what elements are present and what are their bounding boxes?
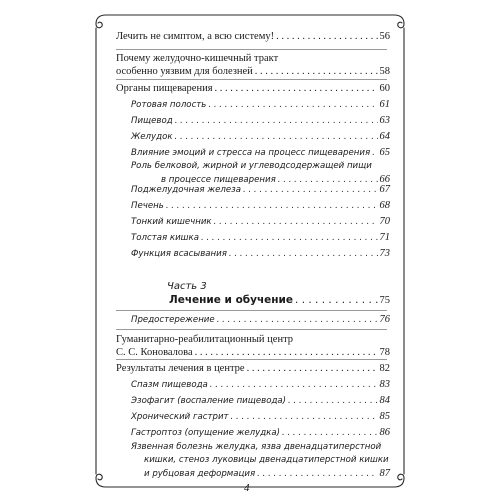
leader-dots bbox=[217, 314, 378, 327]
toc-subentry bbox=[131, 426, 390, 440]
toc-subentry bbox=[131, 231, 390, 245]
toc-subentry-page: 63 bbox=[379, 115, 390, 126]
toc-subentry bbox=[131, 98, 390, 112]
leader-dots bbox=[208, 99, 377, 112]
leader-dots bbox=[247, 362, 378, 375]
toc-subentry-title-line1: Язвенная болезнь желудка, язва двенадцатиперстной bbox=[131, 442, 382, 452]
leader-dots bbox=[175, 131, 378, 144]
toc-subentry-page: 86 bbox=[379, 427, 390, 438]
toc-entry-page: 78 bbox=[379, 347, 390, 358]
toc-subentry bbox=[131, 146, 390, 160]
leader-dots bbox=[257, 468, 377, 481]
toc-entry-page: 56 bbox=[379, 31, 390, 42]
toc-subentry-page: 64 bbox=[379, 131, 390, 142]
toc-subentry-title: Спазм пищевода bbox=[131, 380, 208, 390]
divider bbox=[116, 79, 387, 80]
toc-subentry bbox=[131, 215, 390, 229]
part-label: Часть 3 bbox=[167, 281, 207, 292]
toc-subentry-title-line1: Роль белковой, жирной и углеводсодержащей пищи bbox=[131, 161, 372, 171]
toc-subentry-title: Эзофагит (воспаление пищевода) bbox=[131, 396, 287, 406]
leader-dots bbox=[276, 30, 377, 43]
part-heading bbox=[169, 294, 390, 306]
toc-subentry-title: Желудок bbox=[131, 132, 173, 142]
toc-subentry-page: 66 bbox=[379, 174, 390, 185]
leader-dots bbox=[288, 395, 377, 408]
toc-subentry-title-line3: и рубцовая деформация bbox=[144, 469, 256, 479]
toc-entry-title-line2: С. С. Коновалова bbox=[116, 347, 193, 358]
toc-entry-title-line2: особенно уязвим для болезней bbox=[116, 66, 253, 77]
toc-subentry-title: Предостережение bbox=[131, 315, 215, 325]
toc-subentry bbox=[131, 394, 390, 408]
toc-subentry-title: Тонкий кишечник bbox=[131, 217, 212, 227]
toc-subentry-page: 65 bbox=[379, 147, 390, 158]
toc-entry bbox=[116, 52, 390, 78]
toc-subentry-page: 61 bbox=[379, 99, 390, 110]
toc-entry-title: Органы пищеварения bbox=[116, 83, 213, 94]
toc-subentry bbox=[131, 130, 390, 144]
toc-subentry-title: Пищевод bbox=[131, 116, 173, 126]
toc-entry-title: Лечить не симптом, а всю систему! bbox=[116, 31, 275, 42]
leader-dots bbox=[229, 248, 378, 261]
divider bbox=[116, 329, 387, 330]
part-page: 75 bbox=[379, 295, 390, 306]
leader-dots bbox=[201, 232, 378, 245]
toc-subentry bbox=[131, 313, 390, 327]
toc-entry-page: 60 bbox=[379, 83, 390, 94]
toc-entry bbox=[116, 333, 390, 359]
toc-subentry bbox=[131, 410, 390, 424]
toc-subentry-title-line2: кишки, стеноз луковицы двенадцатиперстной кишки bbox=[144, 455, 389, 465]
page-number: 4 bbox=[244, 482, 250, 494]
toc-subentry-page: 70 bbox=[379, 216, 390, 227]
toc-subentry bbox=[131, 199, 390, 213]
leader-dots bbox=[243, 184, 378, 197]
toc-subentry-page: 76 bbox=[379, 314, 390, 325]
toc-entry-page: 58 bbox=[379, 66, 390, 77]
toc-entry-title: Результаты лечения в центре bbox=[116, 363, 245, 374]
toc-subentry bbox=[131, 441, 390, 481]
toc-subentry-page: 71 bbox=[379, 232, 390, 243]
leader-dots bbox=[214, 216, 378, 229]
toc-subentry bbox=[131, 183, 390, 197]
toc-subentry-page: 83 bbox=[379, 379, 390, 390]
divider bbox=[116, 310, 387, 311]
leader-dots bbox=[372, 147, 377, 160]
toc-entry bbox=[116, 362, 390, 375]
toc-subentry-title: Толстая кишка bbox=[131, 233, 199, 243]
leader-dots bbox=[195, 346, 378, 359]
leader-dots bbox=[231, 411, 378, 424]
toc-subentry-title-line2: в процессе пищеварения bbox=[161, 175, 276, 185]
divider bbox=[116, 359, 387, 360]
toc-entry bbox=[116, 82, 390, 95]
toc-subentry-page: 67 bbox=[379, 184, 390, 195]
toc-subentry-page: 85 bbox=[379, 411, 390, 422]
toc-subentry bbox=[131, 247, 390, 261]
toc-subentry-title: Поджелудочная железа bbox=[131, 185, 241, 195]
toc-subentry-title: Ротовая полость bbox=[131, 100, 207, 110]
toc-subentry bbox=[131, 378, 390, 392]
toc-subentry-page: 68 bbox=[379, 200, 390, 211]
toc-entry-title-line1: Гуманитарно-реабилитационный центр bbox=[116, 334, 294, 345]
part-title: Лечение и обучение bbox=[169, 294, 294, 306]
toc-subentry-title: Влияние эмоций и стресса на процесс пищеварения bbox=[131, 148, 371, 158]
divider bbox=[116, 49, 387, 50]
leader-dots bbox=[215, 82, 378, 95]
toc-entry-page: 82 bbox=[379, 363, 390, 374]
toc-entry bbox=[116, 30, 390, 43]
toc-subentry-page: 84 bbox=[379, 395, 390, 406]
toc-subentry-title: Функция всасывания bbox=[131, 249, 227, 259]
toc-subentry-title: Хронический гастрит bbox=[131, 412, 229, 422]
toc-subentry-title: Печень bbox=[131, 201, 164, 211]
toc-subentry-title: Гастроптоз (опущение желудка) bbox=[131, 428, 280, 438]
toc-subentry bbox=[131, 114, 390, 128]
leader-dots bbox=[282, 427, 378, 440]
leader-dots bbox=[175, 115, 378, 128]
leader-dots bbox=[210, 379, 378, 392]
leader-dots bbox=[295, 294, 377, 306]
toc-subentry-page: 87 bbox=[379, 468, 390, 479]
toc-entry-title-line1: Почему желудочно-кишечный тракт bbox=[116, 53, 279, 64]
leader-dots bbox=[255, 65, 378, 78]
toc-subentry-page: 73 bbox=[379, 248, 390, 259]
leader-dots bbox=[166, 200, 378, 213]
